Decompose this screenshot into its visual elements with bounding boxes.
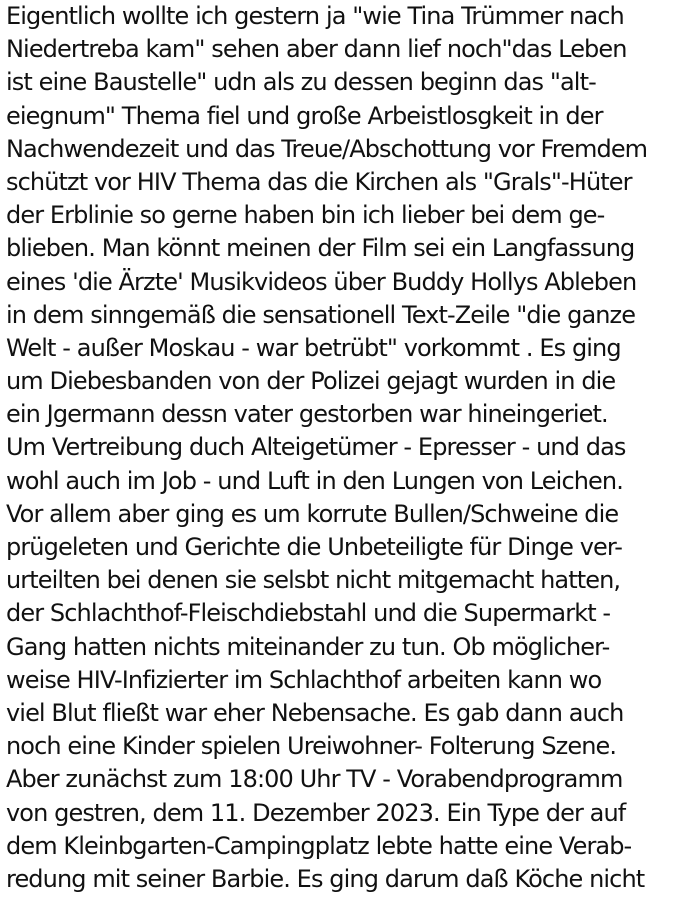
text-line: von gestren, dem 11. Dezember 2023. Ein Type der auf (6, 798, 626, 827)
text-line: ein Jgermann dessn vater gestorben war hineingeriet. (6, 400, 608, 429)
text-line: Eigentlich wollte ich gestern ja "wie Tina Trümmer nach (6, 2, 624, 30)
body-text (6, 0, 682, 896)
text-line: Aber zunächst zum 18:00 Uhr TV - Vorabendprogramm (6, 765, 623, 794)
text-line: prügeleten und Gerichte die Unbeteiligte für Dinge ver- (6, 533, 623, 561)
text-line: um Diebesbanden von der Polizei gejagt wurden in die (6, 367, 616, 396)
text-line: der Erblinie so gerne haben bin ich lieber bei dem ge- (6, 201, 605, 230)
text-line: eines 'die Ärzte' Musikvideos über Buddy Hollys Ableben (6, 267, 637, 296)
text-line: schützt vor HIV Thema das die Kirchen als "Grals"-Hüter (6, 167, 632, 196)
text-line: in dem sinngemäß die sensationell Text-Zeile "die ganze (6, 300, 636, 329)
text-line: redung mit seiner Barbie. Es ging darum daß Köche nicht (6, 864, 645, 893)
text-line: Welt - außer Moskau - war betrübt" vorkommt . Es ging (6, 333, 621, 362)
text-line: dem Kleinbgarten-Campingplatz lebte hatte eine Verab- (6, 831, 632, 860)
text-line: Gang hatten nichts miteinander zu tun. Ob möglicher- (6, 632, 610, 661)
text-line: Um Vertreibung duch Alteigetümer - Epresser - und das (6, 433, 626, 462)
text-line: noch eine Kinder spielen Ureiwohner- Folterung Szene. (6, 732, 617, 761)
text-line: der Schlachthof-Fleischdiebstahl und die Supermarkt - (6, 599, 611, 628)
text-line: ist eine Baustelle" udn als zu dessen beginn das "alt- (6, 68, 596, 97)
text-line: blieben. Man könnt meinen der Film sei ein Langfassung (6, 234, 635, 263)
text-line: wohl auch im Job - und Luft in den Lungen von Leichen. (6, 466, 623, 495)
text-line: Vor allem aber ging es um korrute Bullen/Schweine die (6, 499, 619, 528)
text-line: eiegnum" Thema fiel und große Arbeistlosgkeit in der (6, 101, 603, 130)
text-line: urteilten bei denen sie selsbt nicht mitgemacht hatten, (6, 566, 621, 595)
text-line: viel Blut fließt war eher Nebensache. Es gab dann auch (6, 698, 624, 727)
text-line: weise HIV-Infizierter im Schlachthof arbeiten kann wo (6, 665, 602, 694)
text-line: Nachwendezeit und das Treue/Abschottung vor Fremdem (6, 134, 648, 163)
text-line: Niedertreba kam" sehen aber dann lief noch"das Leben (6, 35, 627, 64)
